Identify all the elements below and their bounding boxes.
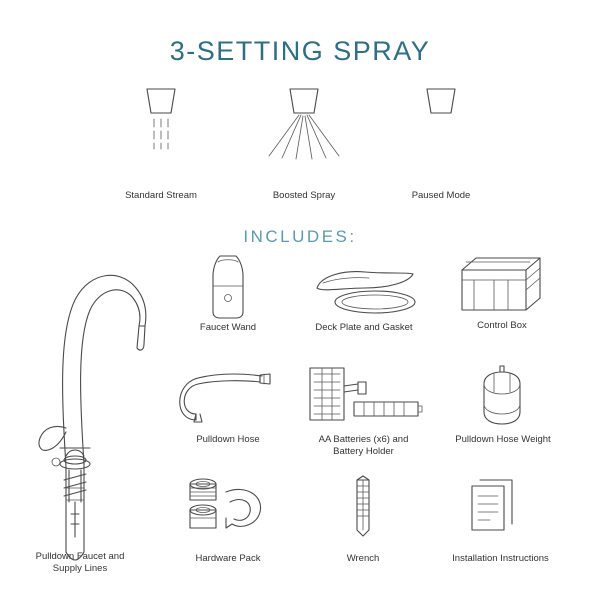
includes-item-batteries-label-line2: Battery Holder — [333, 446, 394, 457]
includes-item-hardware-pack — [168, 474, 288, 546]
includes-item-pulldown-hose-label: Pulldown Hose — [196, 434, 260, 445]
includes-item-batteries-label — [291, 434, 436, 458]
includes-heading: INCLUDES: — [243, 227, 357, 246]
faucet-wand-icon — [168, 250, 288, 322]
pulldown-faucet-label-line1: Pulldown Faucet and — [35, 551, 125, 562]
pulldown-faucet-label — [0, 551, 160, 575]
includes-item-hose-weight — [442, 362, 562, 434]
includes-item-wrench — [303, 474, 423, 546]
page-title: 3-SETTING SPRAY — [169, 36, 431, 66]
spray-mode-paused-label: Paused Mode — [411, 190, 471, 201]
includes-item-instructions — [438, 474, 558, 546]
includes-item-control-box-label: Control Box — [477, 320, 527, 331]
includes-item-faucet-wand — [168, 250, 288, 322]
includes-item-pulldown-hose — [168, 362, 288, 434]
spray-head-fan-spray-icon — [239, 86, 369, 164]
spray-mode-standard-stream-label: Standard Stream — [125, 190, 197, 201]
spray-mode-boosted-spray-label: Boosted Spray — [272, 190, 336, 201]
includes-item-instructions-label: Installation Instructions — [452, 553, 549, 564]
includes-item-deck-plate-label: Deck Plate and Gasket — [315, 322, 413, 333]
spray-head-paused-icon — [376, 86, 506, 164]
includes-item-deck-plate — [303, 250, 423, 322]
installation-instructions-icon — [438, 474, 558, 546]
spray-mode-standard-stream — [96, 86, 226, 164]
includes-item-batteries — [300, 360, 420, 432]
spray-mode-boosted-spray — [239, 86, 369, 164]
spray-head-straight-stream-icon — [96, 86, 226, 164]
spray-mode-paused — [376, 86, 506, 164]
includes-item-hardware-pack-label: Hardware Pack — [195, 553, 261, 564]
includes-item-wrench-label: Wrench — [346, 553, 380, 564]
includes-item-control-box — [442, 248, 562, 320]
pulldown-faucet-icon — [14, 252, 184, 542]
deck-plate-gasket-icon — [303, 250, 423, 322]
wrench-icon — [303, 474, 423, 546]
pulldown-hose-icon — [168, 362, 288, 434]
includes-item-batteries-label-line1: AA Batteries (x6) and — [318, 434, 409, 445]
pulldown-hose-weight-icon — [442, 362, 562, 434]
aa-batteries-holder-icon — [300, 360, 420, 432]
includes-item-faucet-wand-label: Faucet Wand — [199, 322, 257, 333]
includes-item-hose-weight-label: Pulldown Hose Weight — [455, 434, 551, 445]
control-box-icon — [442, 248, 562, 320]
hardware-pack-icon — [168, 474, 288, 546]
pulldown-faucet-label-line2: Supply Lines — [52, 563, 108, 574]
